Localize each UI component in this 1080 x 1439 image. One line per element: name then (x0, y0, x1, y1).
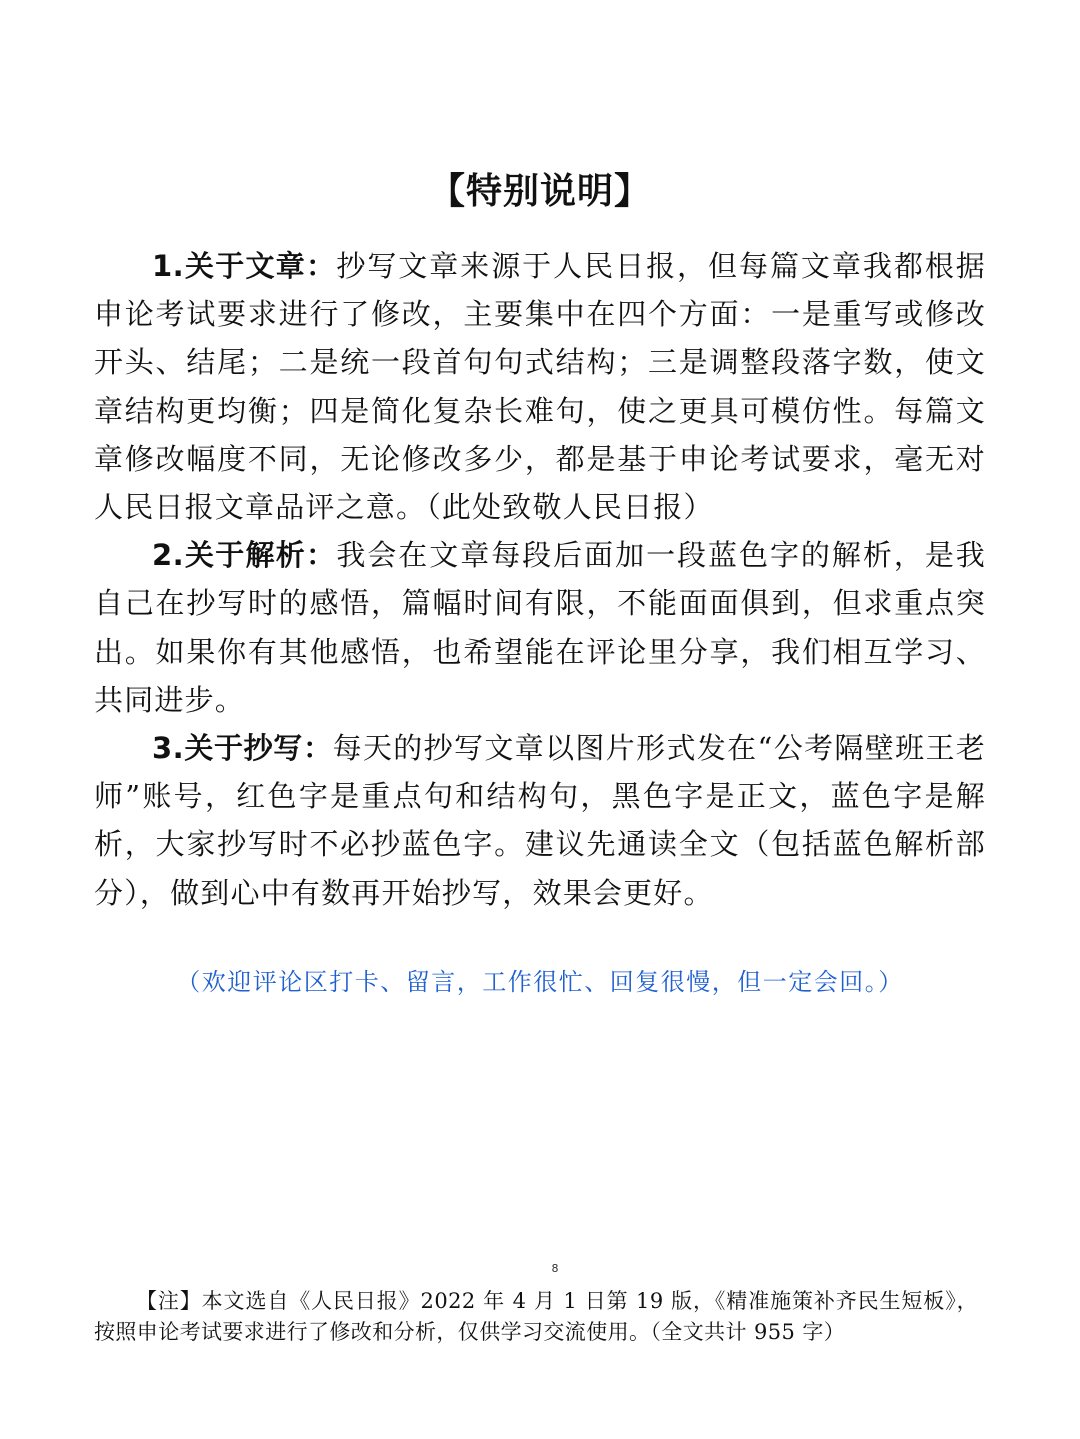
paragraph-about-article (94, 242, 986, 531)
body-text (94, 242, 986, 917)
paragraph-lead: 2.关于解析： (152, 538, 337, 573)
page-number: 8 (551, 1262, 559, 1275)
paragraph-text: 抄写文章来源于人民日报，但每篇文章我都根据申论考试要求进行了修改，主要集中在四个方面：一是重写或修改开头、结尾；二是统一段首句句式结构；三是调整段落字数，使文章结构更均衡；四是简化复杂长难句，使之更具可模仿性。每篇文章修改幅度不同，无论修改多少，都是基于申论考试要求，毫无对人民日报文章品评之意。（此处致敬人民日报） (94, 249, 987, 525)
paragraph-lead: 1.关于文章： (152, 249, 337, 283)
paragraph-about-analysis (94, 531, 986, 724)
welcome-message: （欢迎评论区打卡、留言，工作很忙、回复很慢，但一定会回。） (176, 968, 904, 996)
paragraph-lead: 3.关于抄写： (152, 731, 333, 766)
page-title: 【特别说明】 (428, 171, 651, 212)
paragraph-about-copying (94, 724, 986, 917)
source-note: 【注】本文选自《人民日报》2022 年 4 月 1 日第 19 版，《精准施策补齐民生短板》，按照申论考试要求进行了修改和分析，仅供学习交流使用。（全文共计 955 字） (94, 1289, 978, 1344)
paragraph-text: 每天的抄写文章以图片形式发在“公考隔壁班王老师”账号，红色字是重点句和结构句，黑色字是正文，蓝色字是解析，大家抄写时不必抄蓝色字。建议先通读全文（包括蓝色解析部分），做到心中有数再开始抄写，效果会更好。 (94, 731, 986, 910)
paragraph-text: 我会在文章每段后面加一段蓝色字的解析，是我自己在抄写时的感悟，篇幅时间有限，不能面面俱到，但求重点突出。如果你有其他感悟，也希望能在评论里分享，我们相互学习、共同进步。 (94, 538, 987, 717)
